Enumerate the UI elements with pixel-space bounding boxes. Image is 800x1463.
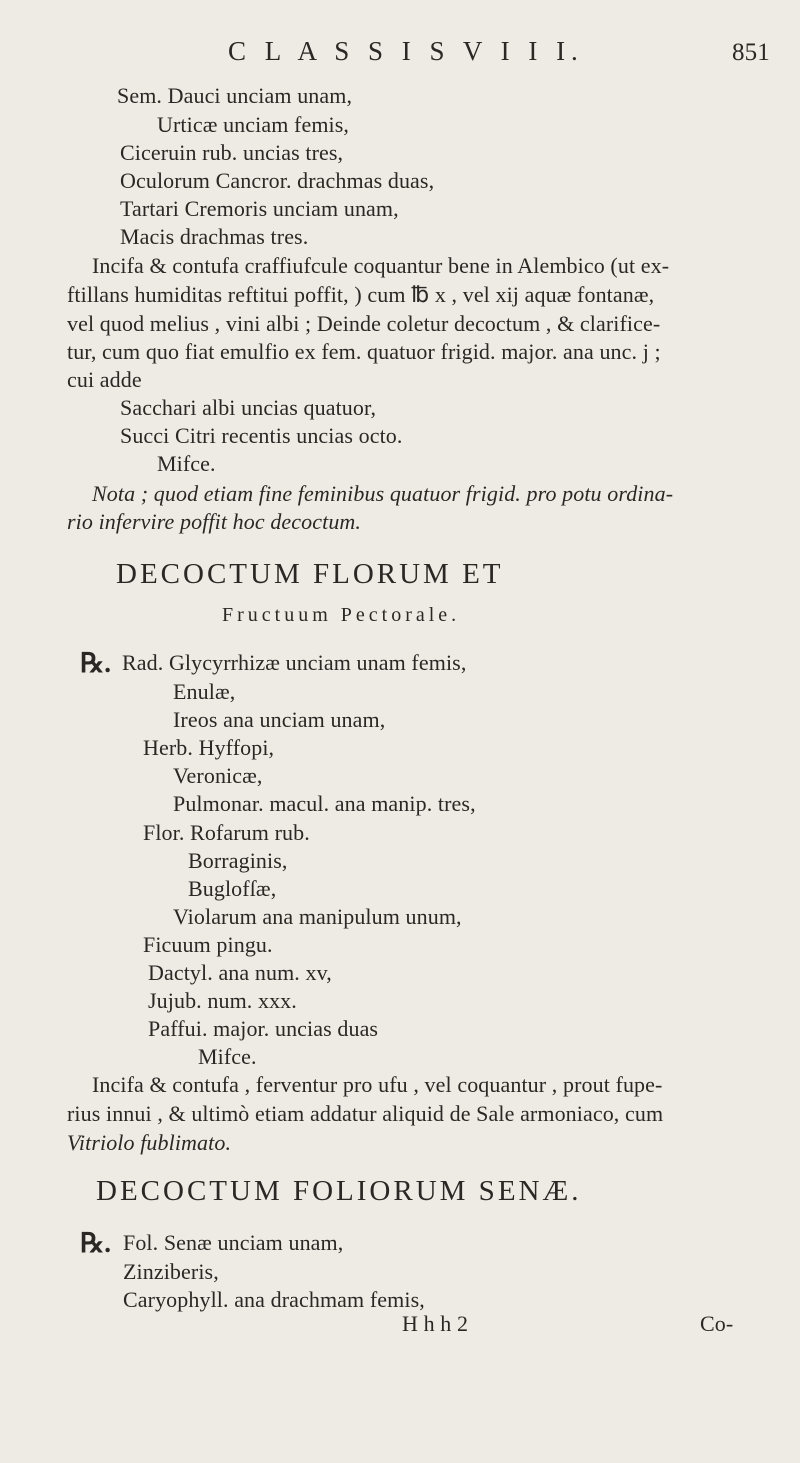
text-line: tur, cum quo fiat emulfio ex fem. quatuor frigid. major. ana unc. j ; [67,339,661,364]
section-subtitle: Fructuum Pectorale. [222,604,461,626]
text-line: Sacchari albi uncias quatuor, [120,395,377,420]
recipe-line: Fol. Senæ unciam unam, [123,1230,344,1255]
recipe-line: Rad. Glycyrrhizæ unciam unam femis, [122,650,467,675]
recipe-line: Flor. Rofarum rub. [143,820,310,845]
page-number: 851 [732,39,770,66]
recipe-line: Zinziberis, [123,1259,219,1284]
text-line: Succi Citri recentis uncias octo. [120,423,403,448]
text-line: rius innui , & ultimò etiam addatur aliquid de Sale armoniaco, cum [67,1101,664,1126]
section-title: DECOCTUM FLORUM ET [116,558,504,590]
recipe-symbol: ℞. [80,648,112,678]
recipe-line: Ficuum pingu. [143,932,273,957]
recipe-line: Borraginis, [188,848,288,873]
recipe-line: Dactyl. ana num. xv, [148,960,332,985]
recipe-line: Veronicæ, [173,763,263,788]
recipe-line: Paffui. major. uncias duas [148,1016,379,1041]
recipe-line: Jujub. num. xxx. [148,988,297,1013]
text-line: Nota ; quod etiam fine feminibus quatuor frigid. pro potu ordina- [92,481,674,506]
text-line: Vitriolo fublimato. [67,1130,232,1155]
recipe-symbol: ℞. [80,1228,112,1258]
text-line: Tartari Cremoris unciam unam, [120,196,399,221]
text-line: Incifa & contufa , ferventur pro ufu , vel coquantur , prout fupe- [92,1072,663,1097]
text-line: Ciceruin rub. uncias tres, [120,140,344,165]
text-line: rio infervire poffit hoc decoctum. [67,509,362,534]
recipe-line: Violarum ana manipulum unum, [173,904,462,929]
text-line: cui adde [67,367,142,392]
recipe-line: Mifce. [198,1044,257,1069]
recipe-line: Buglofſæ, [188,876,277,901]
signature-mark: H h h 2 [402,1311,469,1336]
text-line: vel quod melius , vini albi ; Deinde coletur decoctum , & clarifice- [67,311,661,336]
section-title: DECOCTUM FOLIORUM SENÆ. [96,1175,582,1207]
recipe-line: Herb. Hyffopi, [143,735,275,760]
recipe-line: Ireos ana unciam unam, [173,707,386,732]
text-line: Mifce. [157,451,216,476]
text-line: Incifa & contufa craffiufcule coquantur bene in Alembico (ut ex- [92,253,670,278]
running-header: C L A S S I S V I I I. [228,36,584,66]
text-line: Urticæ unciam femis, [157,112,350,137]
text-line: Macis drachmas tres. [120,224,309,249]
text-line: Sem. Dauci unciam unam, [117,83,353,108]
recipe-line: Caryophyll. ana drachmam femis, [123,1287,425,1312]
text-line: ftillans humiditas reftitui poffit, ) cum ℔ x , vel xij aquæ fontanæ, [67,282,655,307]
recipe-line: Pulmonar. macul. ana manip. tres, [173,791,476,816]
text-line: Oculorum Cancror. drachmas duas, [120,168,435,193]
recipe-line: Enulæ, [173,679,236,704]
catchword: Co- [700,1311,734,1336]
